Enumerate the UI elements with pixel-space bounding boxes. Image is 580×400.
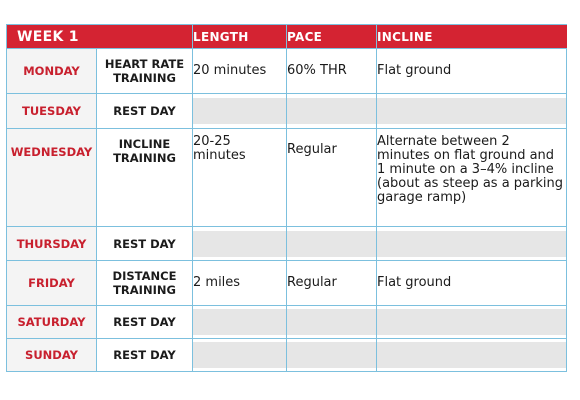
day-friday: FRIDAY: [7, 261, 97, 306]
length-header: LENGTH: [193, 25, 287, 49]
incline-monday: Flat ground: [377, 49, 567, 94]
rest-cell: [287, 339, 377, 372]
rest-cell: [377, 306, 567, 339]
table-row-thursday: [7, 227, 567, 261]
incline-header: INCLINE: [377, 25, 567, 49]
type-tuesday: REST DAY: [97, 94, 193, 129]
day-wednesday: WEDNESDAY: [7, 129, 97, 227]
day-sunday: SUNDAY: [7, 339, 97, 372]
rest-cell: [287, 306, 377, 339]
incline-friday: Flat ground: [377, 261, 567, 306]
rest-cell: [193, 339, 287, 372]
incline-wednesday: Alternate between 2 minutes on flat ground and 1 minute on a 3–4% incline (about as steep as a parking garage ramp): [377, 129, 567, 227]
day-tuesday: TUESDAY: [7, 94, 97, 129]
length-monday: 20 minutes: [193, 49, 287, 94]
table-row-wednesday: [7, 129, 567, 227]
type-monday: HEART RATE TRAINING: [97, 49, 193, 94]
rest-cell: [377, 227, 567, 261]
day-saturday: SATURDAY: [7, 306, 97, 339]
type-thursday: REST DAY: [97, 227, 193, 261]
type-saturday: REST DAY: [97, 306, 193, 339]
rest-cell: [287, 94, 377, 129]
type-friday: DISTANCE TRAINING: [97, 261, 193, 306]
rest-cell: [193, 227, 287, 261]
pace-friday: Regular: [287, 261, 377, 306]
week-title: WEEK 1: [7, 25, 193, 49]
schedule-table: [6, 24, 567, 372]
rest-cell: [377, 339, 567, 372]
table-row-tuesday: [7, 94, 567, 129]
rest-cell: [287, 227, 377, 261]
length-wednesday: 20-25 minutes: [193, 129, 287, 227]
pace-wednesday: Regular: [287, 129, 377, 227]
table-row-saturday: [7, 306, 567, 339]
workout-schedule: [6, 24, 566, 372]
pace-monday: 60% THR: [287, 49, 377, 94]
rest-cell: [193, 306, 287, 339]
rest-cell: [377, 94, 567, 129]
rest-cell: [193, 94, 287, 129]
day-thursday: THURSDAY: [7, 227, 97, 261]
length-friday: 2 miles: [193, 261, 287, 306]
table-row-friday: [7, 261, 567, 306]
header-row: [7, 25, 567, 49]
table-row-sunday: [7, 339, 567, 372]
type-wednesday: INCLINE TRAINING: [97, 129, 193, 227]
pace-header: PACE: [287, 25, 377, 49]
table-row-monday: [7, 49, 567, 94]
day-monday: MONDAY: [7, 49, 97, 94]
type-sunday: REST DAY: [97, 339, 193, 372]
